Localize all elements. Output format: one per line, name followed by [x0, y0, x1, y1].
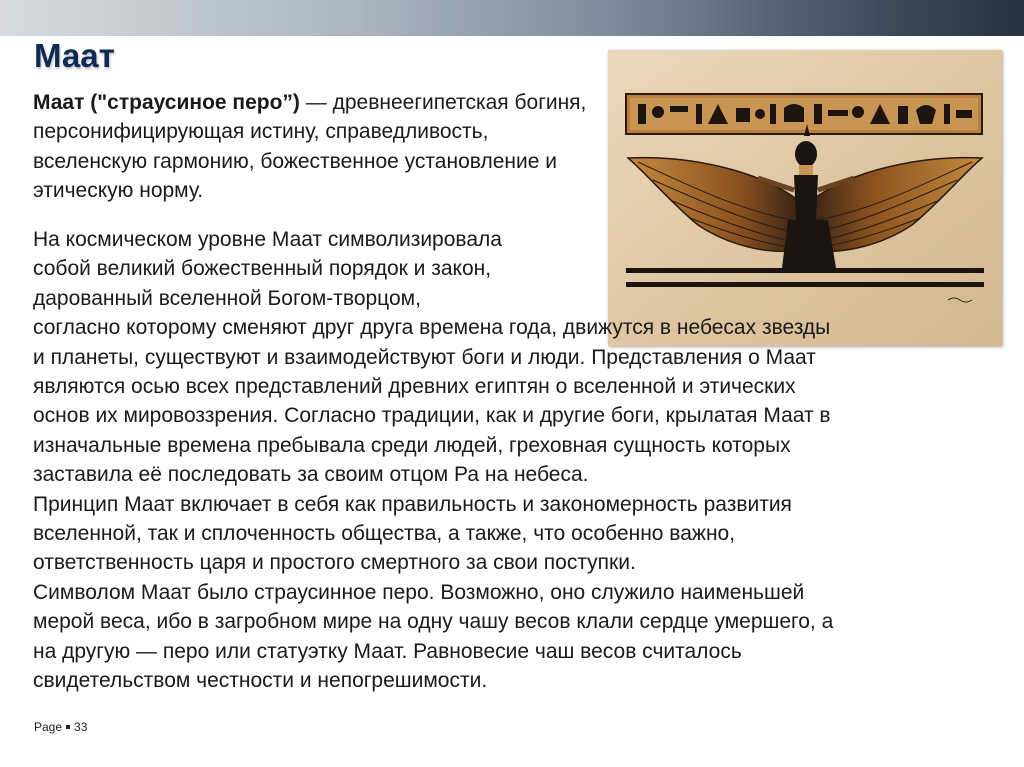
body-line: на другую — перо или статуэтку Маат. Равновесие чаш весов считалось: [33, 639, 742, 663]
body-line: изначальные времена пребывала среди людей, греховная сущность которых: [33, 433, 791, 457]
body-text: [33, 225, 833, 696]
body-line: являются осью всех представлений древних египтян о вселенной и этических: [33, 375, 796, 399]
body-line: дарованный вселенной Богом-творцом,: [33, 286, 421, 310]
page-footer: [34, 720, 87, 734]
header-bar: [0, 0, 1024, 36]
body-line: вселенной, так и сплоченность общества, а также, что особенно важно,: [33, 522, 736, 546]
page-number: 33: [74, 720, 88, 734]
intro-paragraph: [33, 88, 608, 206]
body-line: Символом Маат было страусинное перо. Возможно, оно служило наименьшей: [33, 580, 805, 604]
body-line: ответственность царя и простого смертного за свои поступки.: [33, 551, 636, 575]
body-line: собой великий божественный порядок и закон,: [33, 257, 492, 281]
body-line: и планеты, существуют и взаимодействуют боги и люди. Представления о Маат: [33, 345, 816, 369]
body-line: мерой веса, ибо в загробном мире на одну чашу весов клали сердце умершего, а: [33, 610, 834, 634]
page-label: Page: [34, 720, 63, 734]
body-line: свидетельством честности и непогрешимости.: [33, 669, 488, 693]
footer-separator: [66, 725, 70, 729]
body-line: заставила её последовать за своим отцом Ра на небеса.: [33, 463, 589, 487]
intro-lead: Маат ("страусиное перо”): [33, 91, 300, 114]
body-line: Принцип Маат включает в себя как правильность и закономерность развития: [33, 492, 792, 516]
intro-rest: — древнеегипетская богиня, персонифицирующая истину, справедливость, вселенскую гармонию, божественное установление и этическую норму.: [33, 91, 587, 203]
body-line: основ их мировоззрения. Согласно традиции, как и другие боги, крылатая Маат в: [33, 404, 831, 428]
body-line: На космическом уровне Маат символизировала: [33, 228, 502, 251]
body-line: согласно которому сменяют друг друга времена года, движутся в небесах звезды: [33, 316, 831, 340]
slide-title: Маат: [34, 37, 115, 74]
